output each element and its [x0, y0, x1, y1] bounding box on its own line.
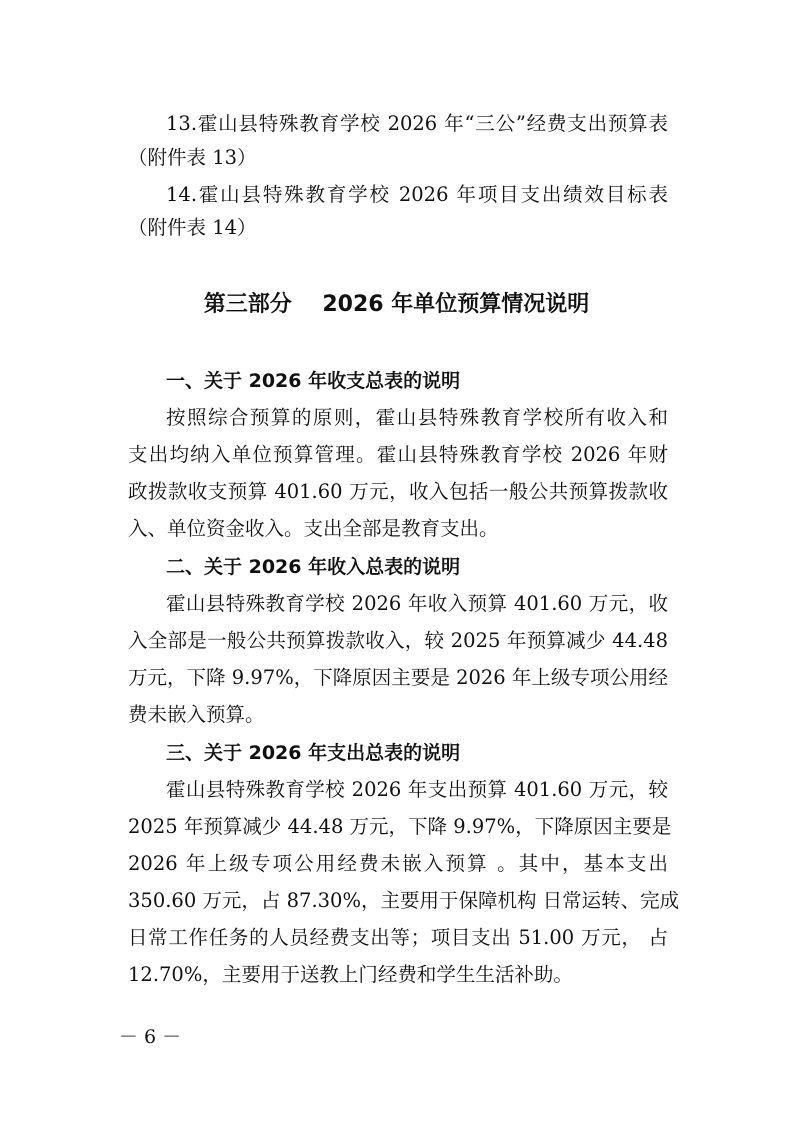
paragraph-line: 万元，下降 9.97%，下降原因主要是 2026 年上级专项公用经	[128, 666, 668, 689]
list-item-14-cont: （附件表 14）	[128, 216, 257, 239]
list-item-14: 14.霍山县特殊教育学校 2026 年项目支出绩效目标表	[166, 183, 668, 206]
paragraph-line: 12.70%，主要用于送教上门经费和学生生活补助。	[128, 963, 573, 986]
paragraph-line: 霍山县特殊教育学校 2026 年收入预算 401.60 万元，收	[166, 592, 668, 615]
paragraph-line: 政拨款收支预算 401.60 万元，收入包括一般公共预算拨款收	[128, 480, 668, 503]
list-item-13: 13.霍山县特殊教育学校 2026 年“三公”经费支出预算表	[166, 112, 668, 135]
section-heading-1: 一、关于 2026 年收支总表的说明	[166, 370, 461, 392]
paragraph-line: 费未嵌入预算。	[128, 703, 265, 726]
page-number: － 6 －	[119, 1026, 182, 1048]
paragraph-line: 入全部是一般公共预算拨款收入，较 2025 年预算减少 44.48	[128, 629, 668, 652]
paragraph-line: 入、单位资金收入。支出全部是教育支出。	[128, 517, 499, 540]
section-heading-2: 二、关于 2026 年收入总表的说明	[166, 556, 461, 578]
paragraph-line: 按照综合预算的原则，霍山县特殊教育学校所有收入和	[166, 406, 668, 429]
paragraph-line: 350.60 万元，占 87.30%，主要用于保障机构 日常运转、完成	[128, 889, 680, 912]
paragraph-line: 日常工作任务的人员经费支出等；项目支出 51.00 万元， 占	[128, 926, 668, 949]
paragraph-line: 霍山县特殊教育学校 2026 年支出预算 401.60 万元，较	[166, 778, 668, 801]
paragraph-line: 2025 年预算减少 44.48 万元，下降 9.97%，下降原因主要是	[128, 815, 672, 838]
paragraph-line: 2026 年上级专项公用经费未嵌入预算 。其中，基本支出	[128, 852, 668, 875]
paragraph-line: 支出均纳入单位预算管理。霍山县特殊教育学校 2026 年财	[128, 443, 668, 466]
section-heading-3: 三、关于 2026 年支出总表的说明	[166, 742, 461, 764]
list-item-13-cont: （附件表 13）	[128, 146, 257, 169]
part-title: 第三部分 2026 年单位预算情况说明	[203, 292, 590, 317]
